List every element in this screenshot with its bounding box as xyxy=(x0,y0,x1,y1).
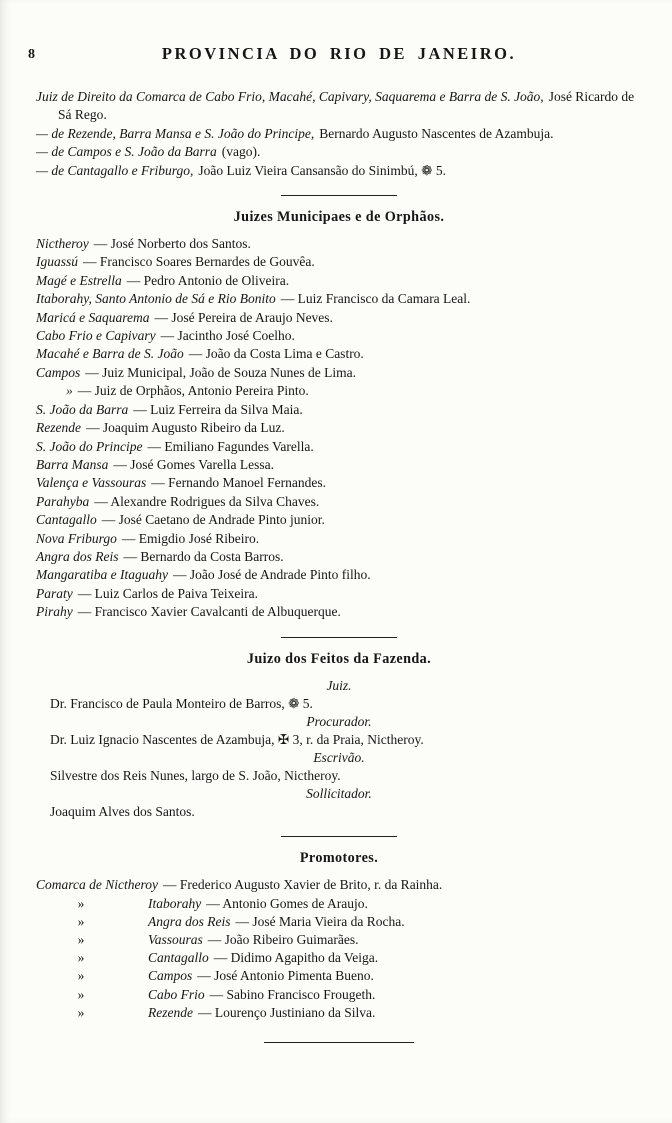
role-title: Escrivão. xyxy=(313,749,365,765)
entry-locality: Nova Friburgo xyxy=(36,530,117,546)
entry-person: — João Ribeiro Guimarães. xyxy=(207,931,359,947)
entry-office: — de Rezende, Barra Mansa e S. João do Principe, xyxy=(36,125,315,141)
entry-person: — Francisco Soares Bernardes de Gouvêa. xyxy=(83,254,315,270)
municipal-judge-entry xyxy=(36,382,642,400)
municipal-judge-entry xyxy=(36,345,642,363)
municipal-judge-entry xyxy=(36,309,642,327)
promotor-entry xyxy=(36,913,642,931)
district-judge-entry xyxy=(36,88,642,125)
page-header xyxy=(28,44,642,64)
entry-comarca: Angra dos Reis xyxy=(148,913,231,929)
municipal-judge-entry xyxy=(36,438,642,456)
entry-locality: Angra dos Reis xyxy=(36,548,119,564)
municipal-judge-entry xyxy=(36,419,642,437)
section-divider xyxy=(281,195,397,196)
entry-person: João Luiz Vieira Cansansão do Sinimbú, ❁ 5. xyxy=(198,162,446,178)
municipal-judge-entry xyxy=(36,290,642,308)
page-number: 8 xyxy=(28,47,35,62)
district-judge-entry xyxy=(36,162,642,180)
entry-person: — Francisco Xavier Cavalcanti de Albuquerque. xyxy=(77,604,341,620)
entry-locality: Iguassú xyxy=(36,254,79,270)
ditto-mark: » xyxy=(77,1004,85,1020)
ditto-mark: » xyxy=(77,913,85,929)
municipal-judges-section xyxy=(36,209,642,622)
ditto-mark: » xyxy=(66,383,73,399)
ditto-mark: » xyxy=(77,986,85,1002)
role-person: Dr. Luiz Ignacio Nascentes de Azambuja, ✠ 3, r. da Praia, Nictheroy. xyxy=(50,731,424,747)
municipal-judge-entry xyxy=(36,235,642,253)
entry-locality: Magé e Estrella xyxy=(36,272,122,288)
entry-person: — José Maria Vieira da Rocha. xyxy=(235,913,405,929)
promotor-entry xyxy=(36,895,642,913)
entry-locality: Nictheroy xyxy=(36,236,89,252)
entry-person: — José Caetano de Andrade Pinto junior. xyxy=(101,512,325,528)
municipal-judge-entry xyxy=(36,566,642,584)
entry-comarca: Comarca de Nictheroy xyxy=(36,877,158,893)
section-divider xyxy=(281,637,397,638)
entry-person: — Emiliano Fagundes Varella. xyxy=(147,438,314,454)
entry-person: — Luiz Carlos de Paiva Teixeira. xyxy=(77,585,259,601)
municipal-judge-entry xyxy=(36,327,642,345)
entry-locality: Barra Mansa xyxy=(36,456,109,472)
role-title: Procurador. xyxy=(306,713,372,729)
promotor-entry xyxy=(36,1004,642,1022)
entry-person: — José Antonio Pimenta Bueno. xyxy=(197,968,374,984)
entry-locality: Maricá e Saquarema xyxy=(36,309,150,325)
entry-locality: Mangaratiba e Itaguahy xyxy=(36,567,168,583)
entry-person: — Jacintho José Coelho. xyxy=(160,328,295,344)
entry-comarca: Vassouras xyxy=(148,931,203,947)
ditto-mark: » xyxy=(77,931,85,947)
entry-comarca: Cantagallo xyxy=(148,950,209,966)
role-person: Dr. Francisco de Paula Monteiro de Barros, ❁ 5. xyxy=(50,695,313,711)
entry-person: — José Gomes Varella Lessa. xyxy=(113,456,274,472)
entry-person: — Luiz Ferreira da Silva Maia. xyxy=(133,401,303,417)
district-judge-entry xyxy=(36,143,642,161)
promotor-entry xyxy=(36,876,642,894)
district-judge-entry xyxy=(36,125,642,143)
promotor-entry xyxy=(36,986,642,1004)
entry-person: — Bernardo da Costa Barros. xyxy=(123,548,284,564)
role-person: Silvestre dos Reis Nunes, largo de S. João, Nictheroy. xyxy=(50,767,341,783)
role-person: Joaquim Alves dos Santos. xyxy=(50,804,195,820)
entry-person: — Pedro Antonio de Oliveira. xyxy=(126,272,290,288)
municipal-judge-entry xyxy=(36,511,642,529)
entry-locality: Campos xyxy=(36,364,81,380)
entry-person: Bernardo Augusto Nascentes de Azambuja. xyxy=(319,125,554,141)
municipal-judge-entry xyxy=(36,585,642,603)
entry-person: — Joaquim Augusto Ribeiro da Luz. xyxy=(85,420,285,436)
entry-comarca: Campos xyxy=(148,968,193,984)
municipal-judge-entry xyxy=(36,474,642,492)
page-bottom-divider xyxy=(264,1042,414,1043)
entry-person: — Sabino Francisco Frougeth. xyxy=(209,986,376,1002)
entry-locality: Rezende xyxy=(36,420,81,436)
ditto-mark: » xyxy=(77,895,85,911)
municipal-judge-entry xyxy=(36,493,642,511)
municipal-judge-entry xyxy=(36,401,642,419)
entry-office: — de Cantagallo e Friburgo, xyxy=(36,162,194,178)
entry-person: José Ricardo de Sá Rego. xyxy=(58,89,635,123)
entry-comarca: Rezende xyxy=(148,1004,193,1020)
promotor-entry xyxy=(36,949,642,967)
entry-person: — Didimo Agapitho da Veiga. xyxy=(213,950,379,966)
entry-person: — José Pereira de Araujo Neves. xyxy=(154,309,333,325)
entry-locality: S. João da Barra xyxy=(36,401,129,417)
entry-locality: S. João do Principe xyxy=(36,438,143,454)
role-title: Sollicitador. xyxy=(306,786,372,802)
role-title: Juiz. xyxy=(326,677,352,693)
entry-person: — Alexandre Rodrigues da Silva Chaves. xyxy=(94,493,320,509)
entry-locality: Pirahy xyxy=(36,604,73,620)
entry-person: — João da Costa Lima e Castro. xyxy=(188,346,364,362)
entry-person: — João José de Andrade Pinto filho. xyxy=(172,567,371,583)
page-title: PROVINCIA DO RIO DE JANEIRO. xyxy=(161,44,517,63)
municipal-judge-entry xyxy=(36,364,642,382)
section-heading: Promotores. xyxy=(299,850,379,867)
entry-office: — de Campos e S. João da Barra xyxy=(36,144,217,160)
entry-person: — Emigdio José Ribeiro. xyxy=(121,530,260,546)
entry-person: (vago). xyxy=(221,144,261,160)
entry-comarca: Cabo Frio xyxy=(148,986,205,1002)
entry-locality: Itaborahy, Santo Antonio de Sá e Rio Bonito xyxy=(36,291,276,307)
entry-person: — Juiz Municipal, João de Souza Nunes de Lima. xyxy=(85,364,356,380)
ditto-mark: » xyxy=(77,950,85,966)
promotor-entry xyxy=(36,931,642,949)
entry-person: — Lourenço Justiniano da Silva. xyxy=(197,1004,376,1020)
entry-locality: Paraty xyxy=(36,585,73,601)
entry-locality: Macahé e Barra de S. João xyxy=(36,346,184,362)
entry-person: — Juiz de Orphãos, Antonio Pereira Pinto. xyxy=(77,383,309,399)
entry-office: Juiz de Direito da Comarca de Cabo Frio, Macahé, Capivary, Saquarema e Barra de S. João, xyxy=(36,89,544,104)
entry-locality: Cantagallo xyxy=(36,512,97,528)
fazenda-court-section xyxy=(36,651,642,822)
district-judges-section xyxy=(36,88,642,180)
municipal-judge-entry xyxy=(36,530,642,548)
municipal-judge-entry xyxy=(36,603,642,621)
municipal-judge-entry xyxy=(36,272,642,290)
entry-person: — Fernando Manoel Fernandes. xyxy=(151,475,326,491)
entry-person: — Antonio Gomes de Araujo. xyxy=(206,895,368,911)
section-heading: Juizes Municipaes e de Orphãos. xyxy=(233,209,445,226)
entry-locality: Valença e Vassouras xyxy=(36,475,147,491)
entry-person: — Frederico Augusto Xavier de Brito, r. da Rainha. xyxy=(162,877,443,893)
municipal-judge-entry xyxy=(36,456,642,474)
municipal-judge-entry xyxy=(36,548,642,566)
promotores-section xyxy=(36,850,642,1022)
section-heading: Juizo dos Feitos da Fazenda. xyxy=(246,650,432,667)
entry-person: — José Norberto dos Santos. xyxy=(93,236,251,252)
ditto-mark: » xyxy=(77,968,85,984)
entry-comarca: Itaborahy xyxy=(148,895,202,911)
municipal-judge-entry xyxy=(36,253,642,271)
entry-locality: Cabo Frio e Capivary xyxy=(36,328,156,344)
promotor-entry xyxy=(36,967,642,985)
entry-person: — Luiz Francisco da Camara Leal. xyxy=(280,291,471,307)
entry-locality: Parahyba xyxy=(36,493,90,509)
section-divider xyxy=(281,836,397,837)
